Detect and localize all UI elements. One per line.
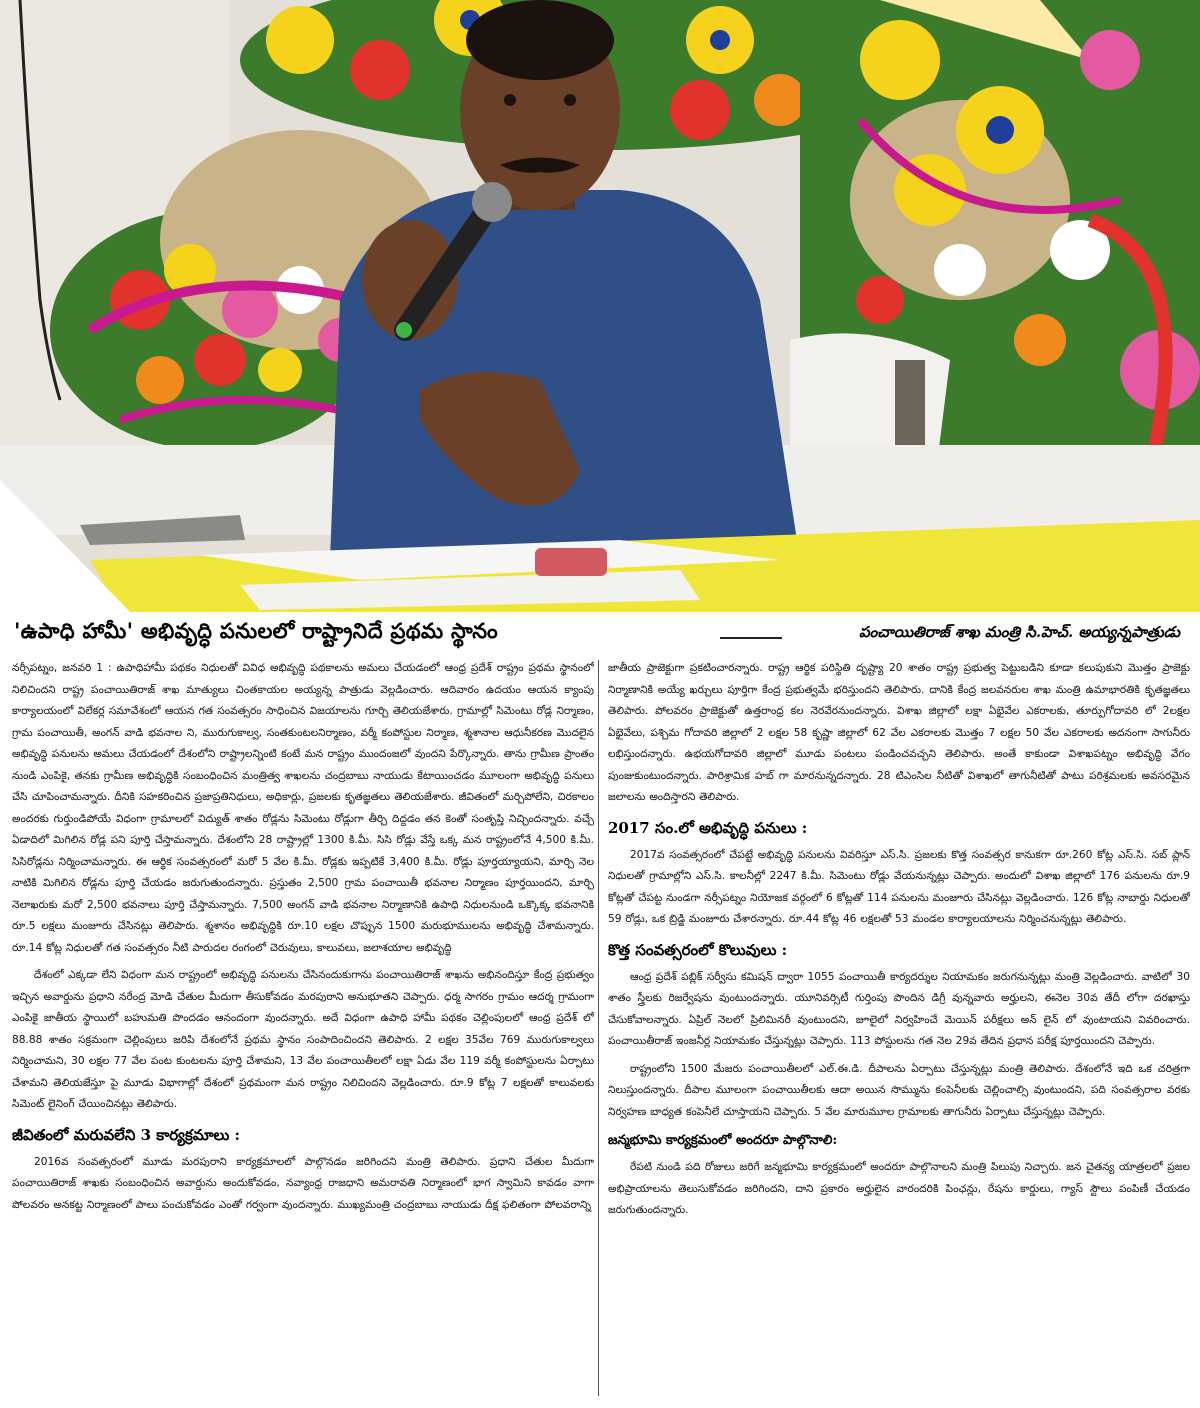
article-byline: పంచాయితిరాజ్ శాఖ మంత్రి సి.హెచ్. అయ్యన్నపాత్రుడు	[859, 623, 1180, 641]
article-headline: 'ఉపాధి హామీ' అభివృద్ధి పనులలో రాష్ట్రానిదే ప్రథమ స్థానం	[14, 618, 498, 643]
press-conference-photo	[0, 0, 1200, 612]
left-column	[12, 658, 594, 1398]
right-paragraph-4: రాష్ట్రంలోని 1500 మేజరు పంచాయితీలలో ఎల్.ఈ.డి. దీపాలను ఏర్పాటు చేస్తున్నట్లు మంత్రి తెలిపారు. దేశంలోనే ఇది ఒక చరిత్రగా నిలుస్తుందన్నారు. దీపాల మూలంగా పంచాయితీలకు ఆదా అయిన సొమ్మును కంపెనీలకు చెల్లించాల్సి వుంటుందని, పది సంవత్సరాల వరకు నిర్వహణ బాధ్యత కంపెనీలే చూస్తాయని చెప్పారు. 5 వేల మారుమూల గ్రామాలకు తాగునీరు ఏర్పాటు చేస్తున్నట్లు చెప్పారు.	[608, 1062, 1190, 1118]
left-subheading-1: జీవితంలో మరువలేని 3 కార్యక్రమాలు :	[12, 1125, 241, 1144]
right-paragraph-2: 2017వ సంవత్సరంలో చేపట్టే అభివృద్ధి పనులను వివరిస్తూ ఎస్.సి. ప్రజలకు కొత్త సంవత్సర కానుకగా రూ.260 కోట్ల ఎస్.సి. సబ్ ప్లాన్ నిధులతో గ్రామాల్లోని ఎస్.సి. కాలనీల్లో 2247 కి.మీ. సిమెంటు రోడ్లు వేయనున్నట్లు చెప్పారు. అందులో విశాఖ జిల్లాలో 176 పనులను రూ.9 కోట్లతో చేపట్ట నుండగా నర్సీపట్నం నియోజక వర్గంలో 6 కోట్లతో 114 పనులను మంజూరు చేసినట్లు వెల్లడించారు. 126 కోట్ల నాబార్డు నిధులతో 59 రోడ్లు, ఒక బ్రిడ్జి మంజూరు చేశారన్నారు. రూ.44 కోట్ల 46 లక్షలతో 53 మండల కార్యాలయాలను నిర్మించనున్నట్లు తెలిపారు.	[608, 848, 1190, 925]
right-paragraph-1: జాతీయ ప్రాజెక్టుగా ప్రకటించారన్నారు. రాష్ట్ర ఆర్థిక పరిస్థితి దృష్ట్యా 20 శాతం రాష్ట్ర ప్రభుత్వ పెట్టుబడిని కూడా కలుపుకుని మొత్తం ప్రాజెక్టు నిర్మాణానికి అయ్యే ఖర్చులు పూర్తిగా కేంద్ర ప్రభుత్వమే భరిస్తుందని తెలిపారు. దానికి కేంద్ర జలవనరుల శాఖ మంత్రి ఉమాభారతికి కృతజ్ఞతలు తెలిపారు. పోలవరం ప్రాజెక్టుతో ఉత్తరాంధ్ర కల నెరవేరనుందన్నారు. విశాఖ జిల్లాలో లక్షా ఏభైవేల ఎకరాలకు, తూర్పుగోదావరి లో 2లక్షల ఏభైవేలు, పశ్చిమ గోదావరి జిల్లాలో 2 లక్షల 58 కృష్ణా జిల్లాలో 62 వేల ఎకరాలకు మొత్తం 7 లక్షల 50 వేల ఎకరాలకు అదనంగా సాగునీరు లభిస్తుందన్నారు. ఉభయగోదావరి జిల్లాలో మూడు పంటలు పండించవచ్చని తెలిపారు. అంతే కాకుండా విశాఖపట్నం అభివృద్ధి వేగం పుంజుకుంటుందన్నారు. పారిశ్రామిక హబ్ గా మారనున్నదన్నారు. 28 టిఎంసిల నీటితో విశాఖలో తాగునీటితో పాటు పరిశ్రమలకు అవసరమైన జలాలను అందిస్తారని తెలిపారు.	[608, 662, 1190, 803]
right-column	[608, 658, 1190, 1398]
left-paragraph-2: దేశంలో ఎక్కడా లేని విధంగా మన రాష్ట్రంలో అభివృద్ధి పనులను చేసినందుకుగాను పంచాయితిరాజ్ శాఖను అభినందిస్తూ కేంద్ర ప్రభుత్వం ఇచ్చిన అవార్డును ప్రధాని నరేంద్ర మోడి చేతుల మీదుగా తీసుకోవడం మరపురాని అనుభూతని చెప్పారు. ధర్మ సాగరం గ్రామం ఆదర్శ గ్రామంగా ఎంపికై జాతీయ స్థాయిలో బహుమతి పొందడం ఆనందంగా వుందన్నారు. అదే విధంగా ఉపాధి హామీ పథకం చెల్లింపులలో ఆంధ్ర ప్రదేశ్ లో 88.88 శాతం సక్రమంగా చెల్లింపులు జరిపి దేశంలోనే ప్రథమ స్థానం సంపాదించిందని తెలిపారు. 2 లక్షల 35వేల 769 మురుగుకాల్వలు నిర్మించామని, 30 లక్షల 77 వేల పంట కుంటలను పూర్తి చేశామని, 13 వేల పంచాయితీలలో లక్షా ఏడు వేల 119 వర్మీ కంపోస్టులను ఏర్పాటు చేశామని తెలియజేస్తూ పై మూడు విభాగాల్లో దేశంలో ప్రథమంగా మన రాష్ట్రం నిలిచిందని వెల్లడించారు. రూ.9 కోట్ల 7 లక్షలతో కాలువలకు సిమెంట్ లైనింగ్ చేయించినట్లు తెలిపారు.	[12, 969, 594, 1110]
headline-rule	[720, 637, 782, 639]
right-subheading-2: కొత్త సంవత్సరంలో కొలువులు :	[608, 940, 788, 959]
tape-roll	[535, 548, 607, 576]
left-paragraph-3: 2016వ సంవత్సరంలో మూడు మరపురాని కార్యక్రమాలలో పాల్గొనడం జరిగిందని మంత్రి తెలిపారు. ప్రధాని చేతుల మీదుగా పంచాయితిరాజ్ శాఖకు సంబంధించిన అవార్డును అందుకోవడం, నవ్యాంధ్ర రాజధాని అమరావతి నిర్మాణంలో భాగ స్వామిని కావడం వాగా పోలవరం అనకట్ట నిర్మాణంలో పాలు పంచుకోవడం ఎంతో గర్వంగా వుందన్నారు. ముఖ్యమంత్రి చంద్రబాబు నాయుడు దీక్ష ఫలితంగా పోలవరాన్ని	[12, 1155, 594, 1211]
right-paragraph-5: రేపటి నుండి పది రోజులు జరిగే జన్మభూమి కార్యక్రమంలో అందరూ పాల్గొనాలని మంత్రి పిలుపు నిచ్చారు. జన చైతన్య యాత్రలలో ప్రజల అభిప్రాయాలను తెలుసుకోవడం జరిగిందని, దాని ప్రకారం అర్హులైన వారందరికి పింఛన్లు, రేషను కార్డులు, గ్యాస్ స్టౌలు పంపిణీ చేయడం జరుగుతుందన్నారు.	[608, 1161, 1190, 1216]
column-divider	[598, 660, 599, 1396]
headline-row	[0, 612, 1200, 656]
right-subheading-3: జన్మభూమి కార్యక్రమంలో అందరూ పాల్గొనాలి:	[608, 1133, 838, 1148]
right-subheading-1: 2017 సం.లో అభివృద్ధి పనులు :	[608, 818, 808, 837]
photo-illustration	[0, 0, 1200, 612]
right-paragraph-3: ఆంధ్ర ప్రదేశ్ పబ్లిక్ సర్వీసు కమిషన్ ద్వారా 1055 పంచాయితీ కార్యదర్శుల నియామకం జరుగనున్నట్లు మంత్రి వెల్లడించారు. వాటిలో 30 శాతం స్త్రీలకు రిజర్వేషను వుంటుందన్నారు. యూనివర్సిటీ గుర్తింపు పొందిన డిగ్రీ వున్నవారు అర్హులని, ఈనెల 30వ తేదీ లోగా దరఖాస్తు చేసుకోవాలన్నారు. ఏప్రిల్ నెలలో ప్రిలిమినరీ వుంటుందని, జూలైలో నిర్వహించే మెయిన్ పరీక్షలు అన్ లైన్ లో వుంటాయని వివరించారు. పంచాయితీరాజ్ ఇంజనీర్ల నియామకం చేస్తున్నట్లు చెప్పారు. 113 పోస్టులను గత నెల 29వ తేదిన ప్రధాన పరీక్ష పూర్తయిందని చెప్పారు.	[608, 970, 1190, 1047]
left-paragraph-1: నర్సీపట్నం, జనవరి 1 : ఉపాధిహామీ పథకం నిధులతో వివిధ అభివృద్ధి పథకాలను అమలు చేయడంలో ఆంధ్ర ప్రదేశ్ రాష్ట్రం ప్రథమ స్థానంలో నిలిచిందని రాష్ట్ర పంచాయితిరాజ్ శాఖ మాత్యులు చింతకాయల అయ్యన్న పాత్రుడు వెల్లడించారు. ఆదివారం ఉదయం ఆయన క్యాంపు కార్యాలయంలో విలేకర్ల సమావేశంలో ఆయన గత సంవత్సరం సాధించిన విజయాలను గూర్చి తెలియజేశారు. గ్రామాల్లో సిమెంటు రోడ్ల నిర్మాణం, గ్రామ పంచాయితీ, అంగన్ వాడి భవనాల ని, మురుగుకాల్వ, సంతకుంటలనిర్మాణం, వర్మీ కంపోస్టుల నిర్మాణ, శ్మశానాల ఆధునీకరణ మొదలైన అభివృద్ధి పనులను అమలు చేయడంలో దేశంలోని రాష్ట్రాలన్నింటి కంటే మన రాష్ట్రం ముందంజలో వుందని పేర్కొన్నారు. తాను గ్రామీణ ప్రాంతం నుండి ఎంపికై, తనకు గ్రామీణ అభివృద్ధికి సంబంధించిన మంత్రిత్వ శాఖలను చంద్రబాబు నాయుడు కేటాయించడం మూలంగా అభివృద్ధి పనులు చేసి చూపించామన్నారు. దీనికి సహకరించిన ప్రజాప్రతినిధులు, అధికార్లు, ప్రజలకు కృతజ్ఞతలు తెలియజేశారు. జీవితంలో మర్చిపోలేని, చిరకాలం అందరకు గుర్తుండిపోయే విధంగా గ్రామాలలో విద్యుత్ శాతం రోడ్లను సిమెంటు రోడ్లుగా తీర్చి దిద్దడం తన కెంతో సంతృప్తి నిచ్చిందన్నారు. వచ్చే ఏడాదిలో మిగిలిన రోడ్ల పని పూర్తి చేస్తామన్నారు. దేశంలోని 28 రాష్ట్రాల్లో 1300 కి.మీ. సిసి రోడ్లు వేస్తే ఒక్క మన రాష్ట్రంలోనే 4,500 కి.మీ. సిసిరోడ్లను నిర్మించామన్నారు. ఈ ఆర్థిక సంవత్సరంలో మరో 5 వేల కి.మీ. రోడ్లకు ఇప్పటికే 3,400 కి.మీ. రోడ్లు పూర్తయ్యాయని, మార్చి నెల నాటికి మిగిలిన రోడ్లను పూర్తి చేయడం జరుగుతుందన్నారు. ప్రస్తుతం 2,500 గ్రామ పంచాయితీ భవనాల నిర్మాణం పూర్తయిందని, మార్చి నెలాఖరుకు మరో 2,500 భవనాలు పూర్తి చేస్తామన్నారు. 7,500 అంగన్ వాడి భవనాల నిర్మాణానికి ఉపాధి నిధులనుండి ఒక్కొక్క భవనానికి రూ.5 లక్షలు మంజూరు చేసినట్లు తెలిపారు. శ్మశానం అభివృద్ధికి రూ.10 లక్షల చొప్పున 1500 మరుభూములను అభివృద్ధి చేశామన్నారు. రూ.14 కోట్ల నిధులతో గత సంవత్సరం నీటి పారుదల రంగంలో చెరువులు, కాలువలు, జలాశయాల అభివృద్ధి	[12, 662, 594, 954]
